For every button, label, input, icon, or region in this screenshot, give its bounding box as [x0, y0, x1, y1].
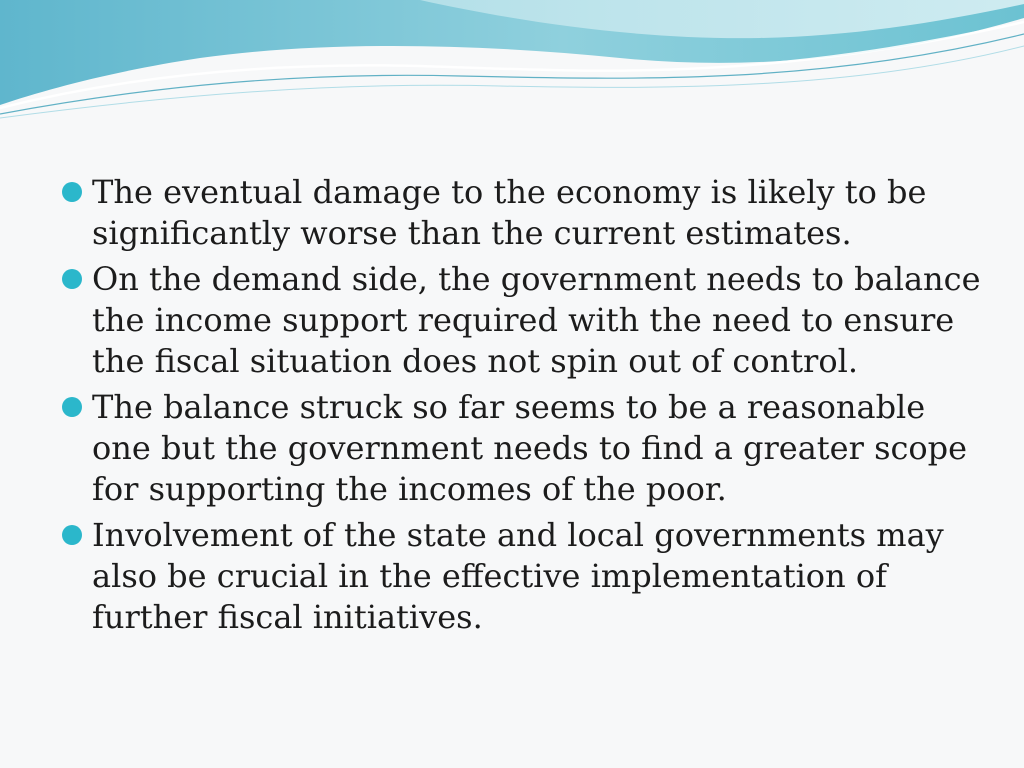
bullet-icon — [62, 397, 82, 417]
bullet-text: The eventual damage to the economy is likely to be significantly worse than the current estimates. — [92, 173, 927, 252]
header-wave-decoration — [0, 0, 1024, 130]
bullet-text: Involvement of the state and local governments may also be crucial in the effective implementation of further fiscal initiatives. — [92, 516, 944, 636]
bullet-text: On the demand side, the government needs to balance the income support required with the need to ensure the fiscal situation does not spin out of control. — [92, 260, 981, 380]
bullet-icon — [62, 182, 82, 202]
bullet-text: The balance struck so far seems to be a reasonable one but the government needs to find a greater scope for supporting the incomes of the poor. — [92, 388, 968, 508]
bullet-item — [60, 172, 990, 254]
bullet-list — [60, 172, 990, 643]
bullet-item — [60, 387, 990, 510]
bullet-item — [60, 259, 990, 382]
bullet-icon — [62, 269, 82, 289]
bullet-icon — [62, 525, 82, 545]
bullet-item — [60, 515, 990, 638]
